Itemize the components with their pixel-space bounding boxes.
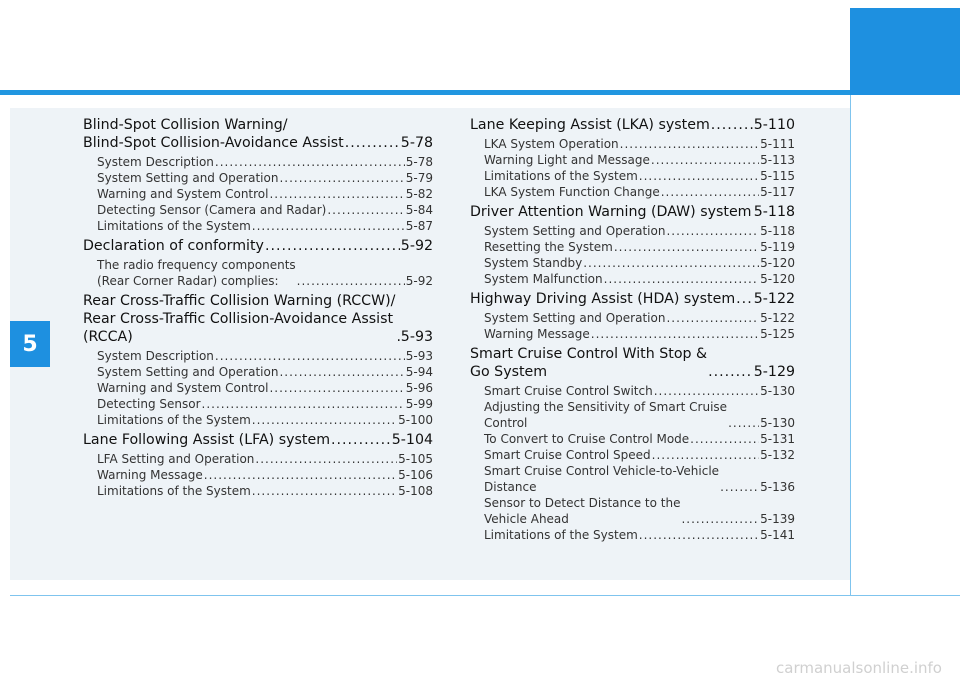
toc-entry-line: LKA System Function Change xyxy=(484,185,660,199)
toc-subentry[interactable] xyxy=(470,527,795,543)
toc-page-number: 5-111 xyxy=(760,137,795,151)
toc-page-number: 5-108 xyxy=(398,484,433,498)
toc-page-number: 5-122 xyxy=(760,311,795,325)
toc-page-number: 5-136 xyxy=(760,480,795,494)
toc-page-number: 5-104 xyxy=(391,432,433,448)
dot-leader xyxy=(269,380,404,396)
dot-leader xyxy=(396,328,399,346)
toc-entry-line: Smart Cruise Control With Stop & xyxy=(470,346,708,362)
dot-leader xyxy=(690,431,759,447)
toc-entry-line: System Description xyxy=(97,155,214,169)
toc-page-number: 5-129 xyxy=(753,364,795,380)
dot-leader xyxy=(252,218,405,234)
toc-heading-entry[interactable] xyxy=(83,116,433,152)
toc-entry-title xyxy=(484,152,650,168)
toc-entry-line: System Standby xyxy=(484,256,583,270)
toc-entry-title xyxy=(83,237,264,255)
toc-subentry[interactable] xyxy=(470,463,795,495)
toc-subentry[interactable] xyxy=(83,483,433,499)
toc-entry-line: Warning and System Control xyxy=(97,187,269,201)
dot-leader xyxy=(327,202,404,218)
toc-page-number: 5-105 xyxy=(398,452,433,466)
toc-entry-title xyxy=(83,431,330,449)
toc-entry-title xyxy=(97,396,201,412)
toc-page-number: 5-131 xyxy=(760,432,795,446)
toc-entry-line: Blind-Spot Collision Warning/ xyxy=(83,117,288,133)
toc-entry-title xyxy=(97,380,268,396)
watermark: carmanualsonline.info xyxy=(776,659,942,677)
toc-page-number: 5-93 xyxy=(400,329,433,345)
toc-subentry[interactable] xyxy=(83,202,433,218)
dot-leader xyxy=(279,364,404,380)
toc-page-number: 5-92 xyxy=(405,274,433,288)
toc-entry-line: Warning Message xyxy=(484,327,590,341)
dot-leader xyxy=(265,237,400,255)
dot-leader xyxy=(331,431,391,449)
toc-entry-title xyxy=(470,203,752,221)
dot-leader xyxy=(711,116,753,134)
toc-column-right xyxy=(470,116,795,543)
dot-leader xyxy=(620,136,759,152)
toc-entry-title xyxy=(484,527,638,543)
dot-leader xyxy=(614,239,759,255)
toc-entry-title xyxy=(484,310,665,326)
toc-entry-line: Limitations of the System xyxy=(97,413,251,427)
dot-leader xyxy=(666,310,759,326)
dot-leader xyxy=(708,363,753,381)
toc-entry-line: Limitations of the System xyxy=(484,169,638,183)
toc-subentry[interactable] xyxy=(83,451,433,467)
toc-subentry[interactable] xyxy=(83,154,433,170)
toc-entry-title xyxy=(484,431,689,447)
dot-leader xyxy=(345,134,400,152)
toc-entry-line: Distance xyxy=(484,480,537,494)
toc-subentry[interactable] xyxy=(470,399,795,431)
toc-page-number: 5-141 xyxy=(760,528,795,542)
toc-subentry[interactable] xyxy=(470,152,795,168)
toc-entry-line: LFA Setting and Operation xyxy=(97,452,255,466)
toc-entry-title xyxy=(484,326,590,342)
toc-entry-line: Detecting Sensor (Camera and Radar) xyxy=(97,203,327,217)
toc-entry-title xyxy=(484,223,665,239)
toc-entry-title xyxy=(484,447,651,463)
toc-entry-line: Declaration of conformity xyxy=(83,238,264,254)
toc-subentry[interactable] xyxy=(470,255,795,271)
toc-entry-line: Detecting Sensor xyxy=(97,397,201,411)
toc-page-number: 5-78 xyxy=(400,135,433,151)
toc-page-number: 5-113 xyxy=(760,153,795,167)
toc-subentry[interactable] xyxy=(470,239,795,255)
toc-page-number: 5-118 xyxy=(760,224,795,238)
dot-leader xyxy=(681,511,759,527)
toc-heading-entry[interactable] xyxy=(83,237,433,255)
toc-entry-line: Highway Driving Assist (HDA) system xyxy=(470,291,736,307)
toc-page-number: 5-87 xyxy=(405,219,433,233)
toc-heading-entry[interactable] xyxy=(470,203,795,221)
toc-entry-title xyxy=(484,463,719,495)
toc-entry-title xyxy=(97,364,278,380)
toc-entry-title xyxy=(83,116,344,152)
toc-subentry[interactable] xyxy=(470,310,795,326)
toc-entry-line: LKA System Operation xyxy=(484,137,619,151)
toc-page-number: 5-106 xyxy=(398,468,433,482)
dot-leader xyxy=(269,186,404,202)
toc-subentry[interactable] xyxy=(470,223,795,239)
toc-entry-title xyxy=(484,383,653,399)
dot-leader xyxy=(255,451,397,467)
toc-entry-line: Smart Cruise Control Speed xyxy=(484,448,651,462)
toc-subentry[interactable] xyxy=(83,186,433,202)
header-rule xyxy=(0,90,960,95)
toc-entry-title xyxy=(470,290,735,308)
chapter-tab: 5 xyxy=(10,321,50,367)
toc-subentry[interactable] xyxy=(470,383,795,399)
toc-page-number: 5-122 xyxy=(753,291,795,307)
toc-entry-title xyxy=(484,184,660,200)
toc-subentry[interactable] xyxy=(83,257,433,289)
side-rule xyxy=(850,95,851,595)
toc-subentry[interactable] xyxy=(470,326,795,342)
toc-entry-line: Sensor to Detect Distance to the xyxy=(484,496,681,510)
toc-entry-line: System Setting and Operation xyxy=(97,365,279,379)
dot-leader xyxy=(639,527,759,543)
dot-leader xyxy=(661,184,759,200)
toc-entry-line: System Setting and Operation xyxy=(97,171,279,185)
toc-entry-title xyxy=(484,239,613,255)
toc-heading-entry[interactable] xyxy=(470,345,795,381)
dot-leader xyxy=(651,152,759,168)
toc-subentry[interactable] xyxy=(83,170,433,186)
toc-subentry[interactable] xyxy=(470,271,795,287)
toc-subentry[interactable] xyxy=(83,218,433,234)
toc-entry-line: Lane Following Assist (LFA) system xyxy=(83,432,331,448)
toc-page-number: 5-96 xyxy=(405,381,433,395)
toc-entry-title xyxy=(97,467,203,483)
toc-heading-entry[interactable] xyxy=(83,431,433,449)
toc-entry-title xyxy=(470,116,710,134)
dot-leader xyxy=(720,479,759,495)
toc-entry-title xyxy=(97,348,214,364)
toc-entry-line: Resetting the System xyxy=(484,240,613,254)
toc-page-number: 5-82 xyxy=(405,187,433,201)
toc-subentry[interactable] xyxy=(470,431,795,447)
toc-entry-line: (Rear Corner Radar) complies: xyxy=(97,274,279,288)
toc-entry-title xyxy=(484,271,603,287)
toc-entry-line: Rear Cross-Traffic Collision-Avoidance Assist xyxy=(83,311,394,327)
dot-leader xyxy=(204,467,397,483)
toc-subentry[interactable] xyxy=(83,412,433,428)
toc-entry-title xyxy=(97,170,278,186)
dot-leader xyxy=(252,412,397,428)
toc-page-number: 5-93 xyxy=(405,349,433,363)
toc-entry-title xyxy=(484,399,727,431)
toc-heading-entry[interactable] xyxy=(83,292,433,346)
toc-page-number: 5-115 xyxy=(760,169,795,183)
toc-entry-title xyxy=(97,202,326,218)
dot-leader xyxy=(215,154,405,170)
toc-entry-line: Smart Cruise Control Switch xyxy=(484,384,653,398)
toc-entry-line: System Malfunction xyxy=(484,272,603,286)
toc-entry-title xyxy=(83,292,395,346)
dot-leader xyxy=(652,447,760,463)
toc-entry-title xyxy=(97,257,296,289)
toc-entry-line: Blind-Spot Collision-Avoidance Assist xyxy=(83,135,344,151)
dot-leader xyxy=(215,348,405,364)
toc-entry-line: Vehicle Ahead xyxy=(484,512,569,526)
dot-leader xyxy=(591,326,759,342)
dot-leader xyxy=(252,483,397,499)
dot-leader xyxy=(604,271,760,287)
toc-heading-entry[interactable] xyxy=(470,290,795,308)
toc-entry-title xyxy=(470,345,707,381)
toc-subentry[interactable] xyxy=(83,396,433,412)
dot-leader xyxy=(202,396,405,412)
toc-page-number: 5-79 xyxy=(405,171,433,185)
toc-entry-title xyxy=(97,412,251,428)
dot-leader xyxy=(654,383,759,399)
toc-entry-line: Warning and System Control xyxy=(97,381,269,395)
toc-page-number: 5-132 xyxy=(760,448,795,462)
toc-entry-line: Smart Cruise Control Vehicle-to-Vehicle xyxy=(484,464,720,478)
dot-leader xyxy=(639,168,759,184)
toc-page-number: 5-94 xyxy=(405,365,433,379)
toc-subentry[interactable] xyxy=(470,184,795,200)
toc-heading-entry[interactable] xyxy=(470,116,795,134)
toc-subentry[interactable] xyxy=(470,168,795,184)
toc-entry-title xyxy=(484,495,680,527)
dot-leader xyxy=(736,290,753,308)
toc-entry-line: Limitations of the System xyxy=(484,528,638,542)
toc-page-number: 5-118 xyxy=(753,204,795,220)
toc-subentry[interactable] xyxy=(470,447,795,463)
toc-subentry[interactable] xyxy=(83,467,433,483)
toc-entry-line: System Setting and Operation xyxy=(484,224,666,238)
toc-entry-title xyxy=(97,186,268,202)
toc-entry-line: (RCCA) xyxy=(83,329,133,345)
toc-page-number: 5-120 xyxy=(760,256,795,270)
toc-subentry[interactable] xyxy=(83,380,433,396)
toc-subentry[interactable] xyxy=(83,348,433,364)
toc-entry-line: Limitations of the System xyxy=(97,219,251,233)
toc-entry-title xyxy=(484,136,619,152)
toc-entry-line: System Setting and Operation xyxy=(484,311,666,325)
toc-entry-line: System Description xyxy=(97,349,214,363)
toc-page-number: 5-100 xyxy=(398,413,433,427)
toc-subentry[interactable] xyxy=(83,364,433,380)
toc-entry-line: Rear Cross-Traffic Collision Warning (RCCW)/ xyxy=(83,293,396,309)
toc-entry-title xyxy=(97,483,251,499)
toc-entry-title xyxy=(484,255,582,271)
toc-page-number: 5-84 xyxy=(405,203,433,217)
toc-page-number: 5-99 xyxy=(405,397,433,411)
toc-page-number: 5-119 xyxy=(760,240,795,254)
dot-leader xyxy=(728,415,759,431)
toc-page-number: 5-110 xyxy=(753,117,795,133)
toc-subentry[interactable] xyxy=(470,136,795,152)
toc-entry-title xyxy=(484,168,638,184)
toc-entry-line: Warning Light and Message xyxy=(484,153,650,167)
dot-leader xyxy=(583,255,759,271)
footer-rule xyxy=(10,595,960,596)
dot-leader xyxy=(297,273,405,289)
toc-entry-line: Driver Attention Warning (DAW) system xyxy=(470,204,752,220)
toc-subentry[interactable] xyxy=(470,495,795,527)
toc-entry-title xyxy=(97,154,214,170)
toc-page-number: 5-120 xyxy=(760,272,795,286)
toc-entry-title xyxy=(97,218,251,234)
toc-page-number: 5-78 xyxy=(405,155,433,169)
toc-entry-title xyxy=(97,451,254,467)
toc-page-number: 5-139 xyxy=(760,512,795,526)
toc-page-number: 5-125 xyxy=(760,327,795,341)
corner-block xyxy=(850,8,960,95)
toc-entry-line: Limitations of the System xyxy=(97,484,251,498)
toc-entry-line: The radio frequency components xyxy=(97,258,296,272)
toc-entry-line: Go System xyxy=(470,364,548,380)
toc-entry-line: To Convert to Cruise Control Mode xyxy=(484,432,690,446)
toc-entry-line: Adjusting the Sensitivity of Smart Cruise xyxy=(484,400,728,414)
toc-entry-line: Lane Keeping Assist (LKA) system xyxy=(470,117,710,133)
dot-leader xyxy=(666,223,759,239)
toc-page-number: 5-92 xyxy=(400,238,433,254)
dot-leader xyxy=(279,170,404,186)
toc-entry-line: Warning Message xyxy=(97,468,203,482)
toc-page-number: 5-130 xyxy=(760,384,795,398)
toc-page-number: 5-117 xyxy=(760,185,795,199)
toc-entry-line: Control xyxy=(484,416,528,430)
toc-page-number: 5-130 xyxy=(760,416,795,430)
toc-column-left xyxy=(83,116,433,499)
